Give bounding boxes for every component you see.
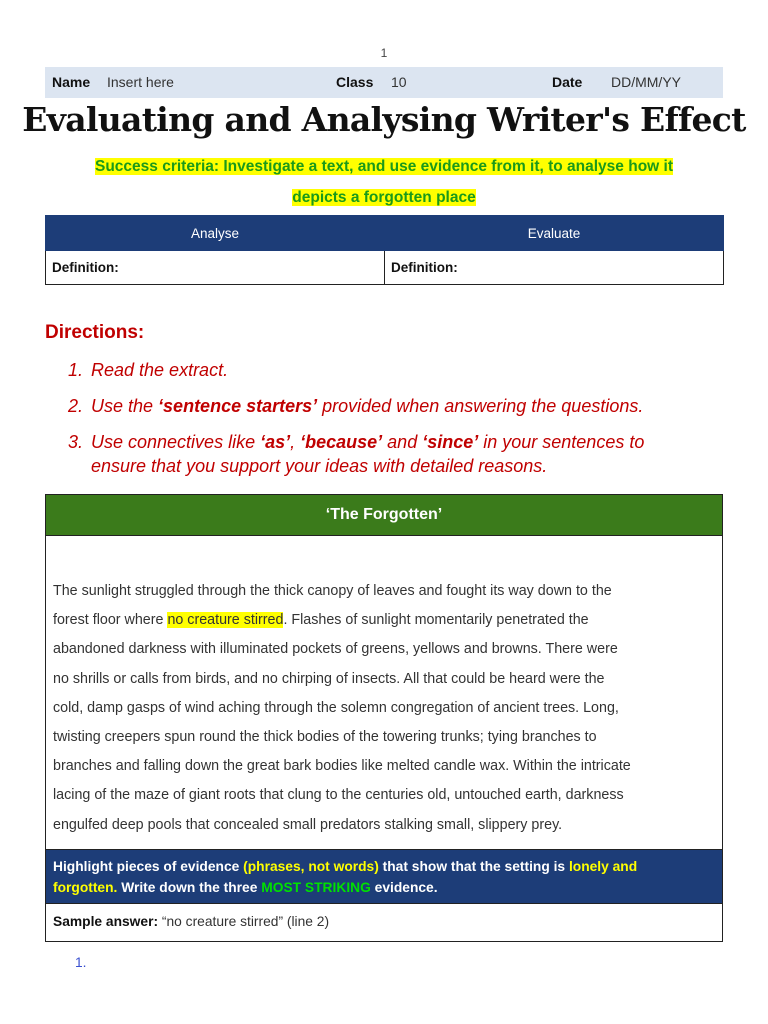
- task-emphasis: forgotten.: [53, 880, 118, 895]
- name-field[interactable]: Insert here: [107, 74, 174, 90]
- definitions-table: [45, 215, 724, 285]
- extract-title: ‘The Forgotten’: [46, 495, 722, 536]
- analyse-definition-cell[interactable]: Definition:: [46, 251, 385, 285]
- extract-line: [53, 606, 718, 635]
- class-label: Class: [336, 74, 374, 90]
- task-emphasis: MOST STRIKING: [261, 880, 371, 895]
- student-info-bar: [45, 67, 723, 98]
- direction-text: ensure that you support your ideas with detailed reasons.: [91, 456, 548, 476]
- direction-text: Read the extract.: [91, 360, 229, 380]
- directions-list: [68, 358, 728, 490]
- extract-line: branches and falling down the great bark bodies like melted candle wax. Within the intricate: [53, 758, 631, 775]
- direction-text: in your sentences to: [478, 432, 645, 452]
- direction-item: [68, 394, 728, 418]
- extract-text-span: . Flashes of sunlight momentarily penetrated the: [283, 612, 589, 629]
- task-emphasis: (phrases, not words): [243, 859, 379, 874]
- extract-line: cold, damp gasps of wind aching through the solemn congregation of ancient trees. Long,: [53, 699, 619, 716]
- evaluate-definition-cell[interactable]: Definition:: [385, 251, 724, 285]
- task-emphasis: lonely and: [568, 859, 638, 874]
- direction-item: [68, 430, 728, 478]
- extract-line: twisting creepers spun round the thick bodies of the towering trunks; tying branches to: [53, 729, 597, 746]
- class-field[interactable]: 10: [391, 74, 407, 90]
- task-text: Highlight pieces of evidence: [53, 859, 244, 874]
- task-text: evidence.: [370, 880, 438, 895]
- direction-emphasis: ‘because’: [300, 432, 383, 452]
- extract-line: engulfed deep pools that concealed small predators stalking small, slippery prey.: [53, 816, 563, 833]
- direction-text: and: [382, 432, 423, 452]
- direction-item: [68, 358, 728, 382]
- task-text: Write down the three: [117, 880, 262, 895]
- extract-text-span: forest floor where: [53, 612, 168, 629]
- extract-line: no shrills or calls from birds, and no chirping of insects. All that could be heard were the: [53, 670, 605, 687]
- direction-text: Use connectives like: [91, 432, 261, 452]
- answer-list-number[interactable]: 1.: [75, 955, 87, 970]
- direction-number: 2.: [68, 396, 84, 416]
- direction-number: 3.: [68, 432, 84, 452]
- answer-area[interactable]: [46, 904, 722, 980]
- direction-text: provided when answering the questions.: [317, 396, 644, 416]
- extract-text: [46, 536, 722, 849]
- page-title: Evaluating and Analysing Writer's Effect: [22, 100, 746, 139]
- directions-heading: Directions:: [45, 322, 145, 343]
- analyse-header: Analyse: [46, 216, 385, 251]
- sample-answer-label: Sample answer:: [53, 914, 159, 929]
- sample-answer: [53, 914, 329, 929]
- direction-emphasis: ‘as’: [260, 432, 291, 452]
- extract-line: abandoned darkness with illuminated pockets of greens, yellows and browns. There were: [53, 641, 618, 658]
- direction-number: 1.: [68, 360, 84, 380]
- direction-emphasis: ‘sentence starters’: [158, 396, 318, 416]
- name-label: Name: [52, 74, 91, 90]
- date-field[interactable]: DD/MM/YY: [611, 74, 681, 90]
- extract-line: The sunlight struggled through the thick canopy of leaves and fought its way down to the: [53, 583, 612, 599]
- direction-text: ,: [290, 432, 301, 452]
- direction-emphasis: ‘since’: [422, 432, 479, 452]
- date-label: Date: [552, 74, 583, 90]
- highlighted-phrase[interactable]: no creature stirred: [167, 612, 284, 629]
- task-instructions: [46, 849, 722, 904]
- evaluate-header: Evaluate: [385, 216, 724, 251]
- extract-line: lacing of the maze of giant roots that clung to the centuries old, untouched earth, darkness: [53, 787, 624, 804]
- page-number: 1: [380, 46, 388, 60]
- direction-text: Use the: [91, 396, 159, 416]
- extract-box: [45, 494, 723, 970]
- success-criteria: [40, 151, 728, 213]
- sample-answer-text: “no creature stirred” (line 2): [158, 914, 330, 929]
- success-criteria-line-2: depicts a forgotten place: [292, 189, 476, 206]
- success-criteria-line-1: Success criteria: Investigate a text, and use evidence from it, to analyse how it: [94, 158, 673, 175]
- task-text: that show that the setting is: [378, 859, 569, 874]
